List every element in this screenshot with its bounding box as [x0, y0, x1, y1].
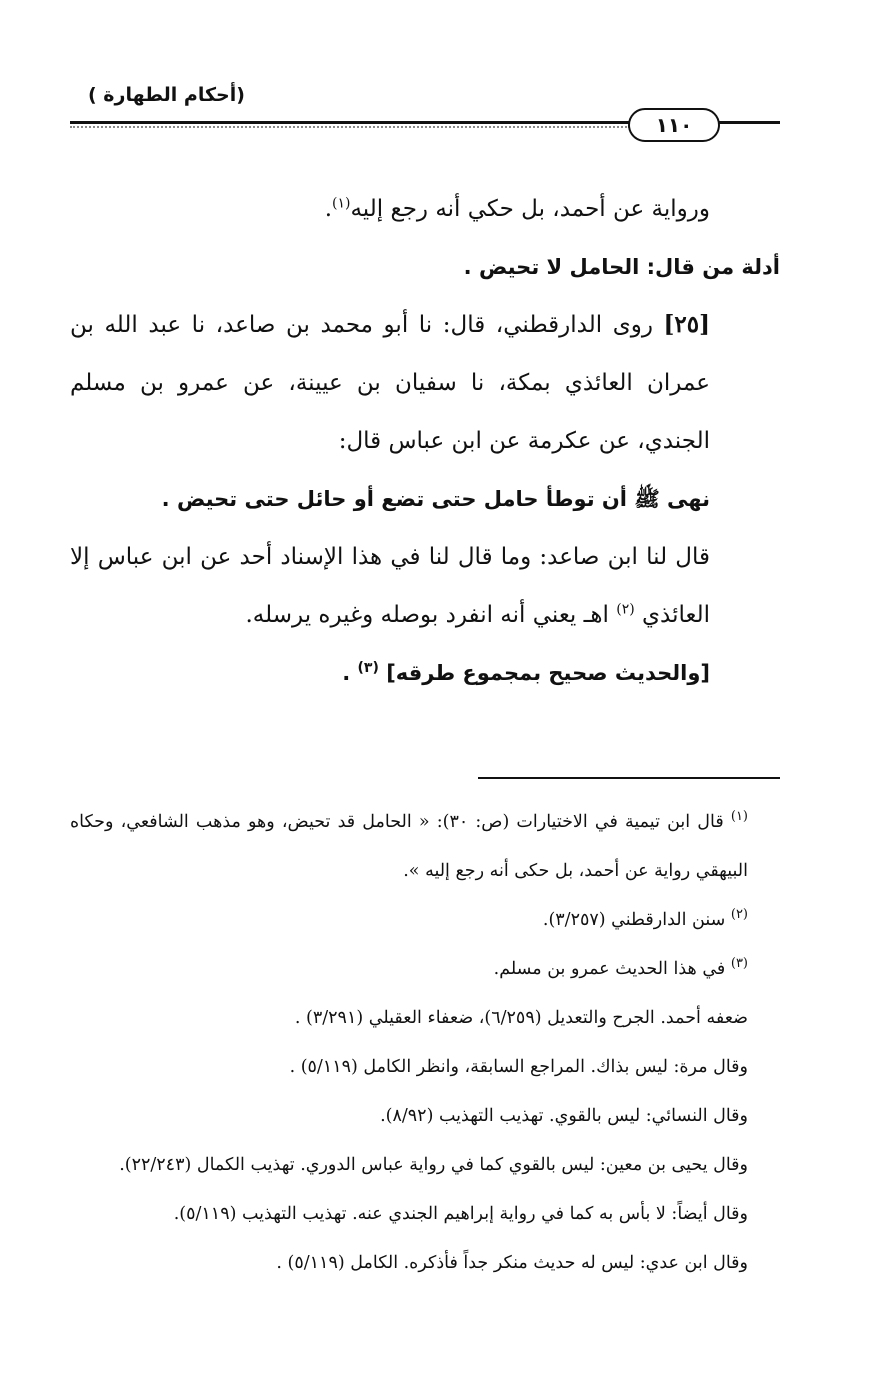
commentary-end: اهـ يعني أنه انفرد بوصله وغيره يرسله.: [245, 602, 609, 628]
footnote-1-text: قال ابن تيمية في الاختيارات (ص: ٣٠): « الحامل قد تحيض، وهو مذهب الشافعي، وحكاه البيهقي رواية عن أحمد، بل حكى أنه رجع إليه ».: [70, 812, 748, 881]
footnote-3-line: ضعفه أحمد. الجرح والتعديل (٦/٢٥٩)، ضعفاء العقيلي (٣/٢٩١) .: [294, 1008, 748, 1028]
footnotes: [70, 798, 782, 1288]
header-rule-dots: [70, 126, 630, 130]
footnote-ref-1: (١): [332, 195, 351, 212]
page-number: ١١٠: [628, 108, 720, 142]
footnote-3-marker: (٣): [730, 956, 748, 972]
hadith-text: نهى ﷺ أن توطأ حامل حتى تضع أو حائل حتى تحيض .: [161, 487, 710, 511]
footnote-2: [70, 896, 782, 945]
running-header-title: (أحكام الطهارة ): [88, 84, 245, 106]
hadith-verdict: [70, 644, 780, 702]
footnote-ref-3: (٣): [357, 660, 379, 676]
opening-line-end: .: [324, 196, 332, 222]
footnote-2-text: سنن الدارقطني (٣/٢٥٧).: [542, 910, 726, 930]
footnote-3-line: وقال يحيى بن معين: ليس بالقوي كما في رواية عباس الدوري. تهذيب الكمال (٢٢/٢٤٣).: [119, 1155, 748, 1175]
opening-line-text: ورواية عن أحمد، بل حكي أنه رجع إليه: [350, 196, 710, 222]
footnote-1-marker: (١): [730, 809, 748, 825]
section-heading: أدلة من قال: الحامل لا تحيض .: [463, 255, 780, 279]
isnad-paragraph: [70, 296, 780, 470]
footnote-3-text: في هذا الحديث عمرو بن مسلم.: [493, 959, 726, 979]
commentary-paragraph: [70, 528, 780, 644]
footnote-3-line: وقال ابن عدي: ليس له حديث منكر جداً فأذكره. الكامل (٥/١١٩) .: [276, 1253, 748, 1273]
isnad-text: روى الدارقطني، قال: نا أبو محمد بن صاعد، نا عبد الله بن عمران العائذي بمكة، نا سفيان بن عيينة، عن عمرو بن مسلم الجندي، عن عكرمة عن ابن عباس قال:: [70, 312, 710, 454]
opening-line: [70, 180, 780, 238]
footnote-separator: [478, 777, 780, 779]
hadith-number: [٢٥]: [663, 311, 711, 338]
footnote-3-line: وقال أيضاً: لا بأس به كما في رواية إبراهيم الجندي عنه. تهذيب التهذيب (٥/١١٩).: [173, 1204, 748, 1224]
footnote-3: [70, 945, 782, 994]
footnote-ref-2: (٢): [616, 601, 635, 618]
verdict-text: [والحديث صحيح بمجموع طرقه]: [386, 661, 710, 685]
footnote-3-line: وقال مرة: ليس بذاك. المراجع السابقة، وانظر الكامل (٥/١١٩) .: [289, 1057, 748, 1077]
commentary-text: قال لنا ابن صاعد: وما قال لنا في هذا الإسناد أحد عن ابن عباس إلا العائذي: [70, 544, 710, 628]
footnote-2-marker: (٢): [730, 907, 748, 923]
verdict-end: .: [342, 661, 351, 685]
footnote-1: [70, 798, 782, 896]
footnote-3-line: وقال النسائي: ليس بالقوي. تهذيب التهذيب (٨/٩٢).: [380, 1106, 748, 1126]
main-text: [70, 180, 780, 702]
